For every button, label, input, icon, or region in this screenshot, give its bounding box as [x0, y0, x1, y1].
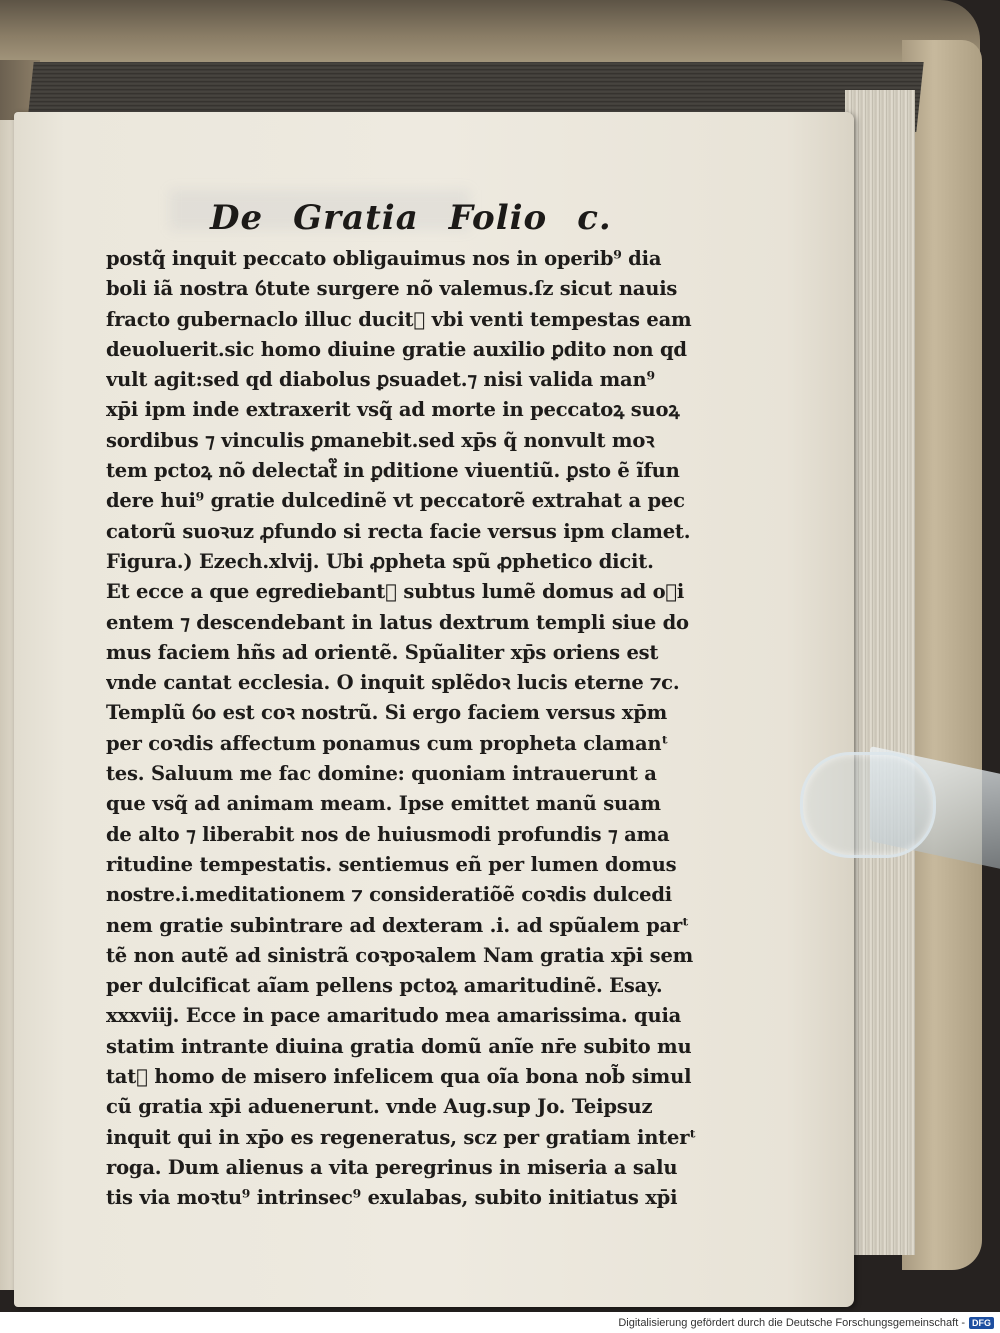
- text-line: postq̃ inquit peccato obligauimus nos in operib⁹ dia: [106, 247, 662, 270]
- text-line: catorũ suoꝛuz ꝓfundo si recta facie versus ipm clamet.: [106, 519, 691, 543]
- text-block: [106, 244, 718, 1214]
- text-line: per coꝛdis affectum ponamus cum propheta clamanᵗ: [106, 731, 669, 755]
- text-line: Figura.) Ezech.xlvij. Ubi ꝓpheta spũ ꝓphetico dicit.: [106, 549, 654, 573]
- text-line: cũ gratia xp̄i aduenerunt. vnde Aug.sup Jo. Teipsuz: [106, 1095, 653, 1119]
- folio-number: c.: [577, 198, 612, 238]
- text-line: xxxviij. Ecce in pace amaritudo mea amarissima. quia: [106, 1004, 682, 1028]
- text-line: tes. Saluum me fac domine: quoniam intrauerunt a: [106, 762, 657, 786]
- text-line: mus faciem hñs ad orientẽ. Spũaliter xp̄s oriens est: [106, 640, 659, 664]
- digitization-footer: [0, 1312, 1000, 1333]
- funding-credit: Digitalisierung gefördert durch die Deutsche Forschungsgemeinschaft -: [618, 1316, 965, 1329]
- page-stack-right: [845, 90, 915, 1255]
- text-line: de alto ⁊ liberabit nos de huiusmodi profundis ⁊ ama: [106, 822, 670, 846]
- text-line: sordibus ⁊ vinculis ꝑmanebit.sed xp̄s q̃ nonvult moꝛ: [106, 428, 655, 452]
- text-line: Et ecce a que egrediebant᷑ subtus lumẽ domus ad oꝛi: [106, 580, 685, 604]
- running-head-word: Gratia: [293, 198, 419, 238]
- text-line: nostre.i.meditationem ⁊ consideratiõẽ coꝛdis dulcedi: [106, 883, 673, 907]
- text-line: tat᷑ homo de misero infelicem qua oĩa bona nob̃ simul: [106, 1065, 692, 1089]
- clip-loop: [800, 752, 936, 858]
- text-line: xp̄i ipm inde extraxerit vsq̃ ad morte in peccatoꝝ suoꝝ: [106, 398, 680, 422]
- text-line: tem pctoꝝ nõ delectat᷑ in ꝑditione viuentiũ. ꝑsto ẽ ĩfun: [106, 459, 680, 483]
- text-line: vult agit:sed qd diabolus ꝑsuadet.⁊ nisi valida man⁹: [106, 368, 655, 392]
- running-head-word: De: [210, 198, 264, 238]
- text-line: boli iã nostra ỽtute surgere nõ valemus.ſz sicut nauis: [106, 277, 678, 301]
- text-line: inquit qui in xp̄o es regeneratus, scz per gratiam interᵗ: [106, 1125, 697, 1149]
- page-holder-clip: [800, 752, 1000, 882]
- text-line: dere hui⁹ gratie dulcedinẽ vt peccatorẽ extrahat a pec: [106, 489, 685, 513]
- text-line: fracto gubernaclo illuc ducit᷑ vbi venti tempestas eam: [106, 307, 692, 331]
- text-line: statim intrante diuina gratia domũ anĩe nr̄e subito mu: [106, 1034, 692, 1058]
- text-line: ritudine tempestatis. sentiemus eñ per lumen domus: [106, 852, 677, 876]
- dfg-logo-icon[interactable]: DFG: [969, 1317, 994, 1329]
- text-line: tis via moꝛtu⁹ intrinsec⁹ exulabas, subito initiatus xp̄i: [106, 1186, 678, 1210]
- text-line: per dulcificat aĩam pellens pctoꝝ amaritudinẽ. Esay.: [106, 974, 663, 998]
- running-head: [210, 188, 610, 238]
- text-line: roga. Dum alienus a vita peregrinus in miseria a salu: [106, 1155, 678, 1179]
- text-line: que vsq̃ ad animam meam. Ipse emittet manũ suam: [106, 792, 661, 816]
- text-line: tẽ non autẽ ad sinistrã coꝛpoꝛalem Nam gratia xp̄i sem: [106, 943, 694, 967]
- text-line: entem ⁊ descendebant in latus dextrum templi siue do: [106, 610, 689, 634]
- text-line: vnde cantat ecclesia. O inquit splẽdoꝛ lucis eterne ⁊c.: [106, 671, 680, 695]
- running-head-word: Folio: [448, 198, 548, 238]
- text-line: nem gratie subintrare ad dexteram .i. ad spũalem parᵗ: [106, 913, 690, 937]
- text-line: deuoluerit.sic homo diuine gratie auxilio ꝑdito non qd: [106, 337, 687, 361]
- text-line: Templũ ỽo est coꝛ nostrũ. Si ergo faciem versus xp̄m: [106, 701, 668, 725]
